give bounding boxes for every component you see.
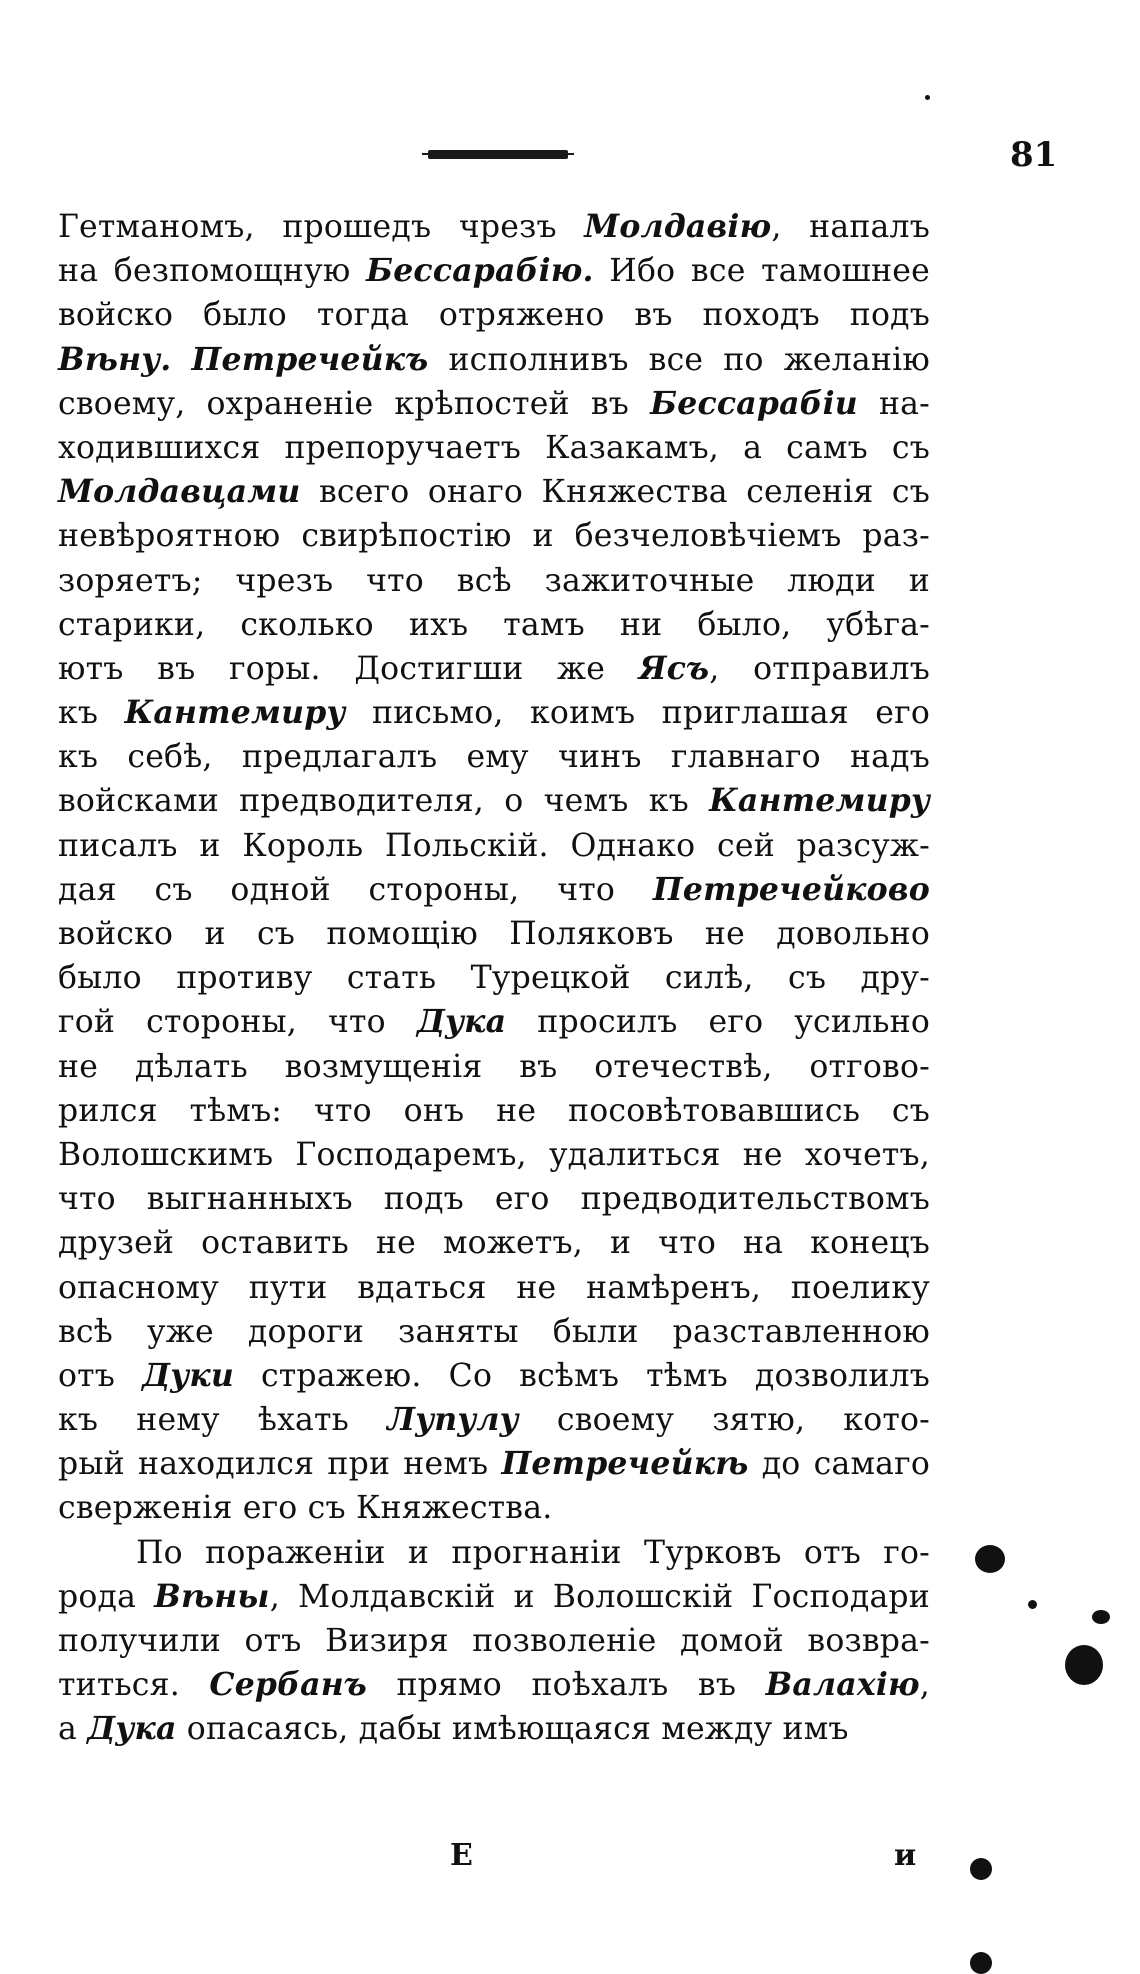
italic-name: Петречейкѣ	[501, 1445, 749, 1483]
text-line	[58, 1486, 930, 1530]
text-run: опасаясь, дабы имѣющаяся между имъ	[176, 1711, 849, 1748]
text-run: къ себѣ, предлагалъ ему чинъ главнаго надъ	[58, 739, 930, 776]
text-run: исполнивъ все по желанію	[428, 341, 930, 378]
text-run: рода	[58, 1578, 155, 1615]
text-line	[58, 603, 930, 647]
ink-blot	[970, 1952, 992, 1974]
text-run: всѣ уже дороги заняты были разставленною	[58, 1313, 930, 1350]
text-run: старики, сколько ихъ тамъ ни было, убѣга-	[58, 606, 930, 643]
ink-blot	[1065, 1645, 1103, 1685]
text-run: рился тѣмъ: что онъ не посовѣтовавшись съ	[58, 1092, 930, 1129]
ink-blot	[975, 1545, 1005, 1573]
ink-blot	[970, 1858, 992, 1880]
signature-mark: Е	[450, 1838, 473, 1873]
text-run: къ	[58, 695, 125, 732]
text-run: ходившихся препоручаетъ Казакамъ, а самъ съ	[58, 429, 930, 466]
italic-name: Молдавію	[584, 208, 772, 245]
text-run: отъ	[58, 1357, 143, 1394]
ink-blot	[1028, 1600, 1037, 1609]
text-line	[58, 1442, 930, 1486]
text-line	[58, 205, 930, 249]
text-line	[58, 1354, 930, 1398]
text-run: Волошскимъ Господаремъ, удалиться не хочетъ,	[58, 1136, 930, 1173]
text-run: получили отъ Визиря позволеніе домой возвра-	[58, 1623, 930, 1659]
body-text	[58, 205, 930, 1752]
text-line	[58, 1000, 930, 1044]
text-line	[58, 470, 930, 514]
text-run: на безпомощную	[58, 253, 367, 290]
text-run: Ибо все тамошнее	[593, 253, 930, 290]
text-line	[58, 912, 930, 956]
text-line	[58, 1266, 930, 1310]
italic-name: Кантемиру	[709, 782, 930, 820]
text-line	[58, 735, 930, 779]
text-run: войско и съ помощію Поляковъ не довольно	[58, 916, 930, 952]
paragraph-2	[58, 1531, 930, 1752]
text-run: опасному пути вдаться не намѣренъ, поелику	[58, 1269, 930, 1306]
text-run: друзей оставить не можетъ, и что на конецъ	[58, 1225, 930, 1262]
ink-blot	[1092, 1610, 1110, 1624]
text-line	[58, 1310, 930, 1354]
text-run: невѣроятною свирѣпостію и безчеловѣчіемъ раз-	[58, 518, 930, 555]
text-run: сверженія его съ Княжества.	[58, 1490, 553, 1527]
text-run: а	[58, 1711, 88, 1748]
text-line	[58, 338, 930, 382]
text-run: дая съ одной стороны, что	[58, 871, 653, 908]
text-line	[58, 647, 930, 691]
text-run: , отправилъ	[709, 650, 930, 687]
text-run: прямо поѣхалъ въ	[366, 1667, 766, 1704]
italic-name: Лупулу	[387, 1401, 519, 1439]
text-run: писалъ и Король Польскій. Однако сей разсуж-	[58, 827, 930, 864]
text-run: войсками предводителя, о чемъ къ	[58, 783, 710, 820]
text-run: , Молдавскій и Волошскій Господари	[269, 1578, 930, 1615]
italic-name: Петречейкъ	[191, 340, 429, 378]
text-run: письмо, коимъ приглашая его	[345, 695, 930, 732]
text-line	[58, 249, 930, 293]
text-run: всего онаго Княжества селенія съ	[300, 474, 930, 511]
text-line	[58, 1089, 930, 1133]
italic-name: Дука	[416, 1003, 507, 1041]
text-line	[58, 779, 930, 823]
text-line	[58, 956, 930, 1000]
text-line	[58, 1619, 930, 1663]
text-line	[58, 1045, 930, 1089]
text-run: ютъ въ горы. Достигши же	[58, 650, 639, 687]
text-run: стражею. Со всѣмъ тѣмъ дозволилъ	[233, 1357, 930, 1394]
text-run: Гетманомъ, прошедъ чрезъ	[58, 209, 585, 245]
catchword: и	[894, 1838, 917, 1873]
page-footer	[58, 1838, 930, 1878]
text-line	[58, 1707, 930, 1751]
text-line	[58, 691, 930, 735]
text-line	[58, 824, 930, 868]
text-run: на-	[857, 385, 931, 422]
text-line	[58, 559, 930, 603]
italic-name: Бессарабіи	[650, 384, 858, 422]
italic-name: Вѣну.	[58, 340, 172, 378]
text-line	[58, 1133, 930, 1177]
text-run	[171, 342, 191, 378]
text-run: гой стороны, что	[58, 1004, 417, 1041]
text-line	[58, 1663, 930, 1707]
text-run: было противу стать Турецкой силѣ, съ дру-	[58, 960, 930, 997]
italic-name: Молдавцами	[58, 473, 301, 511]
text-run: не дѣлать возмущенія въ отечествѣ, отгово-	[58, 1048, 930, 1085]
text-run: до самаго	[748, 1446, 931, 1483]
text-run: своему зятю, кото-	[518, 1402, 930, 1439]
page-number: 81	[1010, 135, 1058, 175]
text-line	[58, 382, 930, 426]
text-run: рый находился при немъ	[58, 1446, 502, 1483]
text-run: ,	[919, 1667, 930, 1704]
text-line	[58, 426, 930, 470]
italic-name: Дука	[87, 1710, 177, 1748]
text-line	[58, 1531, 930, 1575]
italic-name: Кантемиру	[124, 694, 346, 732]
text-run: что выгнанныхъ подъ его предводительствомъ	[58, 1181, 930, 1218]
text-line	[58, 1177, 930, 1221]
text-line	[58, 1398, 930, 1442]
text-run: своему, охраненіе крѣпостей въ	[58, 385, 651, 422]
text-run: титься.	[58, 1667, 210, 1704]
italic-name: Валахію	[765, 1666, 920, 1704]
italic-name: Сербанъ	[209, 1666, 367, 1704]
italic-name: Дуки	[142, 1356, 234, 1394]
text-line	[58, 514, 930, 558]
italic-name: Бессарабію.	[366, 252, 594, 290]
text-run: войско было тогда отряжено въ походъ подъ	[58, 297, 930, 334]
italic-name: Ясъ	[638, 649, 710, 687]
text-run: По пораженіи и прогнаніи Турковъ отъ го-	[136, 1534, 930, 1571]
text-line	[58, 1221, 930, 1265]
text-line	[58, 293, 930, 337]
italic-name: Петречейково	[652, 870, 930, 908]
text-run: къ нему ѣхать	[58, 1402, 388, 1439]
text-run: просилъ его усильно	[506, 1004, 930, 1041]
header-ornament-rule	[428, 150, 568, 159]
paragraph-1	[58, 205, 930, 1531]
text-run: зоряетъ; чрезъ что всѣ зажиточные люди и	[58, 562, 930, 599]
text-run: , напалъ	[771, 209, 930, 245]
text-line	[58, 868, 930, 912]
ink-blot	[925, 95, 930, 100]
text-line	[58, 1575, 930, 1619]
italic-name: Вѣны	[154, 1577, 270, 1615]
